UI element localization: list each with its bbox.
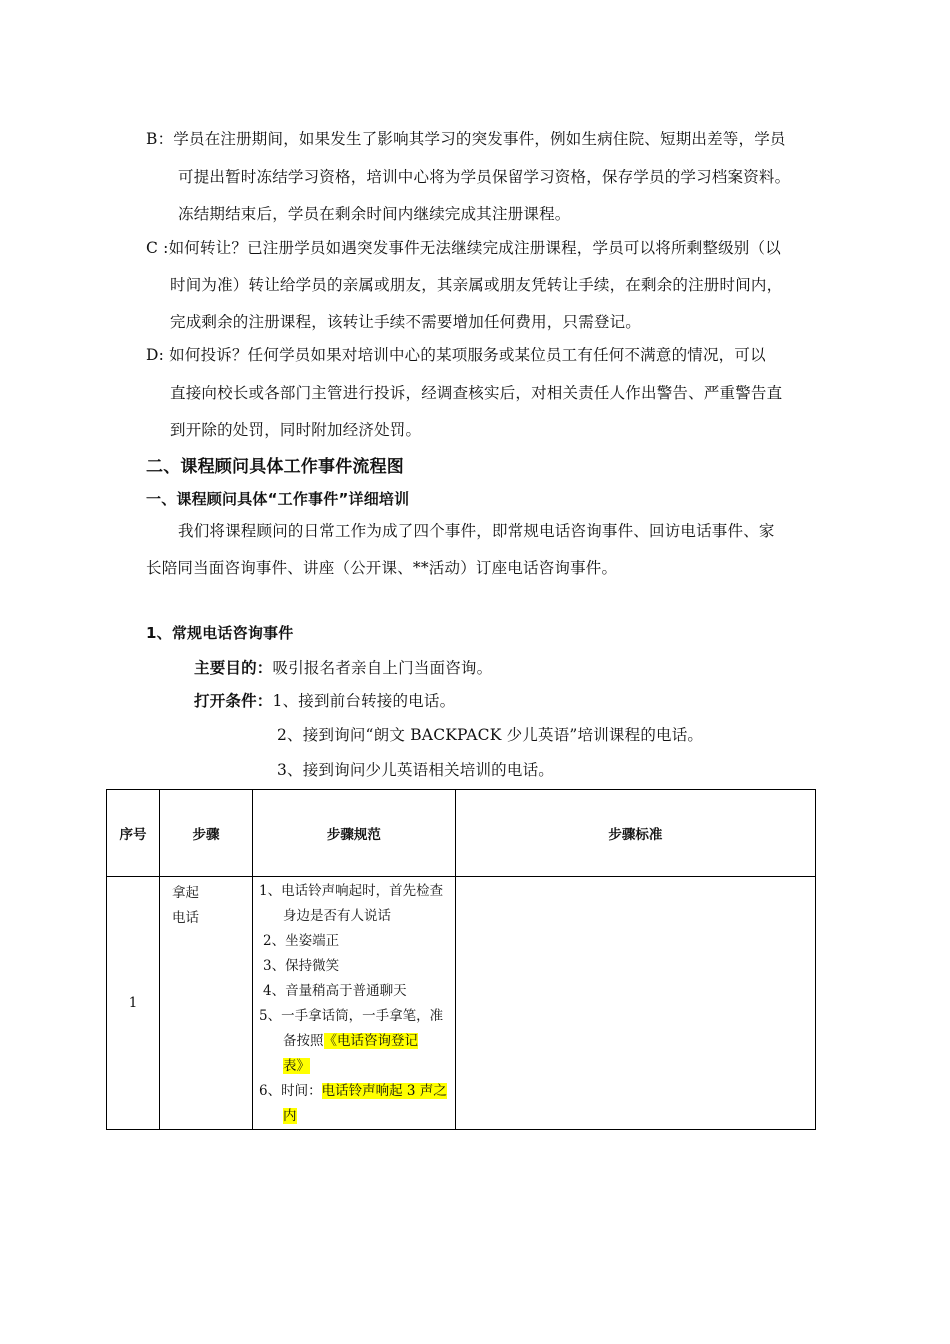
condition-1: 1、接到前台转接的电话。 xyxy=(272,692,456,710)
heading-training: 一、课程顾问具体“工作事件”详细培训 xyxy=(146,490,410,508)
spec-item6-plain: 6、时间： xyxy=(259,1083,322,1099)
header-standard: 步骤标准 xyxy=(455,790,815,877)
row-step xyxy=(160,877,253,1130)
section-c-line2: 时间为准）转让给学员的亲属或朋友，其亲属或朋友凭转让手续，在剩余的注册时间内， xyxy=(170,276,783,294)
spec-item6-b xyxy=(259,1104,447,1129)
intro-line2: 长陪同当面咨询事件、讲座（公开课、**活动）订座电话咨询事件。 xyxy=(146,559,618,577)
time-highlight: 电话铃声响起 3 声之 xyxy=(321,1083,447,1099)
section-b-line3: 冻结期结束后，学员在剩余时间内继续完成其注册课程。 xyxy=(178,205,571,223)
spec-item1-a: 1、电话铃声响起时，首先检查 xyxy=(259,883,444,899)
condition-label: 打开条件： xyxy=(194,692,273,710)
table-row xyxy=(107,877,816,1130)
condition-3: 3、接到询问少儿英语相关培训的电话。 xyxy=(277,761,554,779)
section-c-line3: 完成剩余的注册课程，该转让手续不需要增加任何费用，只需登记。 xyxy=(170,313,642,331)
spec-item2: 2、坐姿端正 xyxy=(263,933,340,949)
header-spec: 步骤规范 xyxy=(253,790,456,877)
form-name-highlight-end: 表》 xyxy=(283,1058,310,1074)
section-d-line3: 到开除的处罚，同时附加经济处罚。 xyxy=(170,421,422,439)
spec-item4: 4、音量稍高于普通聊天 xyxy=(263,983,407,999)
section-b-line1: B：学员在注册期间，如果发生了影响其学习的突发事件，例如生病住院、短期出差等，学员 xyxy=(146,130,786,148)
header-seq: 序号 xyxy=(107,790,160,877)
spec-item1-b: 身边是否有人说话 xyxy=(283,908,391,924)
step-line2: 电话 xyxy=(172,910,199,926)
step-line1: 拿起 xyxy=(172,885,199,901)
event1-condition xyxy=(194,689,455,711)
section-d-line2: 直接向校长或各部门主管进行投诉，经调查核实后，对相关责任人作出警告、严重警告直 xyxy=(170,384,783,402)
section-b-line2: 可提出暂时冻结学习资格，培训中心将为学员保留学习资格，保存学员的学习档案资料。 xyxy=(178,168,791,186)
section-c-line1: C :如何转让？已注册学员如遇突发事件无法继续完成注册课程，学员可以将所剩整级别（以 xyxy=(146,239,781,257)
table-header-row xyxy=(107,790,816,877)
section-d-line1: D: 如何投诉？任何学员如果对培训中心的某项服务或某位员工有任何不满意的情况，可以 xyxy=(146,346,766,364)
row-spec xyxy=(253,877,456,1130)
steps-table xyxy=(106,789,816,1130)
purpose-label: 主要目的： xyxy=(194,659,273,677)
spec-item3: 3、保持微笑 xyxy=(263,958,340,974)
spec-item5-c xyxy=(259,1054,447,1079)
intro-line1: 我们将课程顾问的日常工作为成了四个事件，即常规电话咨询事件、回访电话事件、家 xyxy=(178,522,775,540)
condition-2: 2、接到询问“朗文 BACKPACK 少儿英语”培训课程的电话。 xyxy=(277,726,704,744)
spec-item6-a xyxy=(259,1079,447,1104)
purpose-text: 吸引报名者亲自上门当面咨询。 xyxy=(272,659,493,677)
row-standard xyxy=(455,877,815,1130)
spec-item5-b-plain: 备按照 xyxy=(283,1033,324,1049)
spec-item5-b xyxy=(259,1029,447,1054)
event1-title: 1、常规电话咨询事件 xyxy=(146,624,294,642)
spec-item5-a: 5、一手拿话筒，一手拿笔，准 xyxy=(259,1008,444,1024)
form-name-highlight: 《电话咨询登记 xyxy=(323,1033,418,1049)
time-highlight-end: 内 xyxy=(283,1108,297,1124)
row-seq: 1 xyxy=(107,877,160,1130)
heading-workflow: 二、课程顾问具体工作事件流程图 xyxy=(146,457,404,477)
header-step: 步骤 xyxy=(160,790,253,877)
event1-purpose xyxy=(194,656,492,678)
